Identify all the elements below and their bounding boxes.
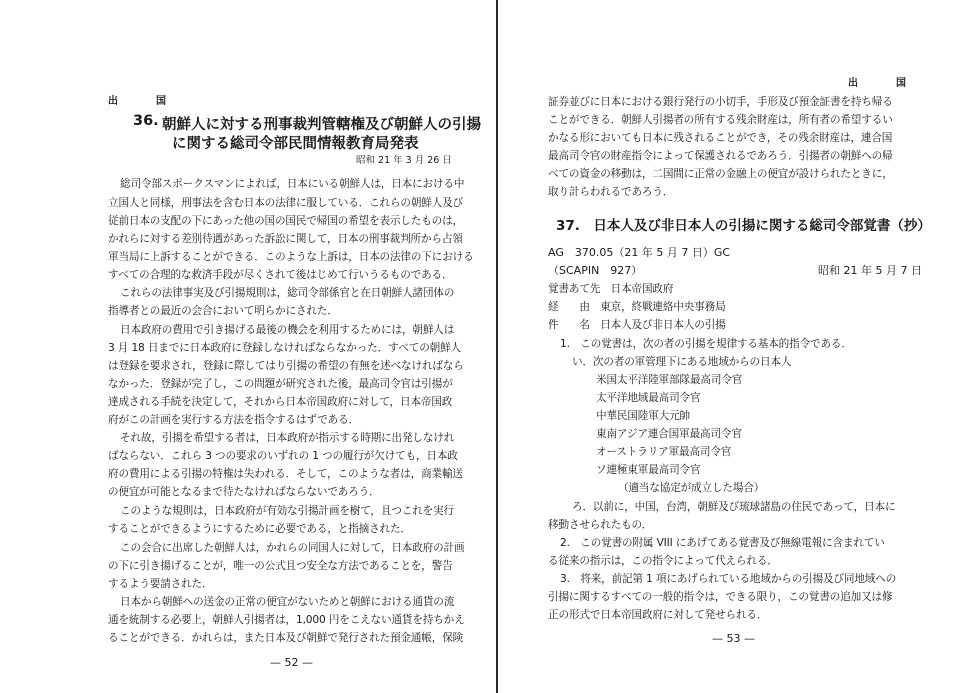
body-line: このような規則は，日本政府が有効な引揚計画を樹て，且つこれを実行 [120,505,454,517]
body-line: 総司令部スポークスマンによれば，日本にいる朝鮮人は，日本における中 [120,178,465,190]
body-line: することができるようにするために必要である，と指摘された． [108,523,411,535]
body-line: 2. この覚書の附属 VIII にあげてある覚書及び無線電報に含まれてい [560,537,885,549]
body-line: 3. 将来，前記第 1 項にあげられている地域からの引揚及び同地域への [560,573,897,585]
left-page-number: — 52 — [270,656,313,669]
body-line: 東南アジア連合国軍最高司令官 [596,428,742,440]
body-line: なかった．登録が完了し，この問題が研究された後，最高司令官は引揚が [108,378,453,390]
address-line: 件 名 日本人及び非日本人の引揚 [548,319,726,331]
right-page-header: 出 国 [848,78,920,89]
left-date: 昭和 21 年 3 月 26 日 [356,155,452,166]
body-line: 立国人と同様，刑事法を含む日本の法律に服している．これらの朝鮮人及び [108,197,464,209]
body-line: オーストラリア軍最高司令官 [596,446,732,458]
body-line: 引揚に関するすべての一般的指令は，できる限り，この覚書の追加又は修 [548,591,893,603]
body-line: 米国太平洋陸軍部隊最高司令官 [596,374,743,386]
right-page-number: — 53 — [712,632,755,645]
body-line: 太平洋地域最高司令官 [596,392,701,404]
memo-date: 昭和 21 年 5 月 7 日 [818,264,922,277]
left-title-number: 36. [133,113,159,129]
left-title-line-1: 朝鮮人に対する刑事裁判管轄権及び朝鮮人の引揚 [162,117,481,133]
body-line: ことができる．朝鮮人引揚者の所有する残余財産は，所有者の希望するい [548,114,893,126]
body-line: かなる形においても日本に残されることができ，その残余財産は，連合国 [548,132,893,144]
body-line: 通を統制する必要上，朝鮮人引揚者は，1,000 円をこえない通貨を持ちかえ [108,614,465,626]
body-line: い．次の者の軍管理下にある地域からの日本人 [572,356,792,368]
address-line: 経 由 東京，終戦連絡中央事務局 [548,301,726,313]
body-line: 日本政府の費用で引き揚げる最後の機会を利用するためには，朝鮮人は [120,324,455,336]
left-title-line-2: に関する総司令部民間情報教育局発表 [172,136,419,152]
body-line: の便宜が可能となるまで待たなければならないであろう． [108,486,380,498]
body-line: 正の形式で日本帝国政府に対して発せられる． [548,609,768,621]
body-line: ろ．以前に，中国，台湾，朝鮮及び琉球諸島の住民であって，日本に [572,501,896,513]
body-line: の下に引き揚げることが，唯一の公式且つ安全な方法であることを，警告 [108,560,453,572]
body-line: これらの法律事実及び引揚規則は，総司令部係官と在日朝鮮人諸団体の [120,287,455,299]
body-line: 証券並びに日本における銀行発行の小切手，手形及び預金証書を持ち帰る [548,96,893,108]
body-line: 従前日本の支配の下にあった他の国の国民で帰国の希望を表示したものは， [108,215,463,227]
body-line: それ故，引揚を希望する者は，日本政府が指示する時期に出発しなけれ [120,432,455,444]
body-line: 達成される手続を決定して，それから日本帝国政府に対して，日本帝国政 [108,396,453,408]
body-line: 最高司令官の財産指令によって保護されるであろう．引揚者の朝鮮への帰 [548,150,893,162]
body-line: 取り計らわれるであろう． [548,186,674,198]
scapin-number: （SCAPIN 927） [548,264,643,277]
body-line: ることができる．かれらは，また日本及び朝鮮で発行された預金通帳，保険 [108,632,464,644]
body-line: は登録を要求され，登録に際してはり引揚の希望の有無を述べなければなら [108,360,464,372]
body-line: かれらに対する差別待遇があった訴訟に関して，日本の刑事裁判所から占領 [108,233,463,245]
body-line: 軍当局に上訴することができる．このような上訴は，日本の法律の下における [108,251,474,263]
body-line: すべての合理的な救済手段が尽くされて後はじめて行いうるものである． [108,269,453,281]
body-line: 日本から朝鮮への送金の正常の便宜がないためと朝鮮における通貨の流 [120,596,455,608]
right-page [500,0,980,693]
body-line: ばならない．これら 3 つの要求のいずれの 1 つの履行が欠けても，日本政 [108,450,458,462]
body-line: 指導者との最近の会合において明らかにされた． [108,305,338,317]
body-line: 1. この覚書は，次の者の引揚を規律する基本的指令である． [560,338,852,350]
body-line: べての資金の移動は，二国間に正常の金融上の便宜が設けられたときに， [548,168,893,180]
body-line: 府がこの計画を実行する方法を指令するはずである． [108,414,359,426]
body-line: 移動させられたもの． [548,519,653,531]
address-line: 覚書あて先 日本帝国政府 [548,283,674,295]
left-page-header: 出 国 [108,96,180,107]
body-line: （適当な協定が成立した場合） [618,482,765,494]
right-section-title: 37. 日本人及び非日本人の引揚に関する総司令部覚書（抄） [556,218,931,234]
body-line: 府の費用による引揚の特権は失われる．そして，このような者は，商業輸送 [108,468,463,480]
body-line: この会合に出席した朝鮮人は，かれらの同国人に対して，日本政府の計画 [120,542,465,554]
body-line: 3 月 18 日までに日本政府に登録しなければならなかった．すべての朝鮮人 [108,342,461,354]
body-line: 中華民国陸軍大元帥 [596,410,690,422]
book-spine-divider [496,0,498,693]
body-line: するよう要請された． [108,578,213,590]
ag-reference: AG 370.05（21 年 5 月 7 日）GC [548,246,731,259]
body-line: ソ連極東軍最高司令官 [596,464,701,476]
body-line: る従来の指示は，この指令によって代えられる． [548,555,778,567]
